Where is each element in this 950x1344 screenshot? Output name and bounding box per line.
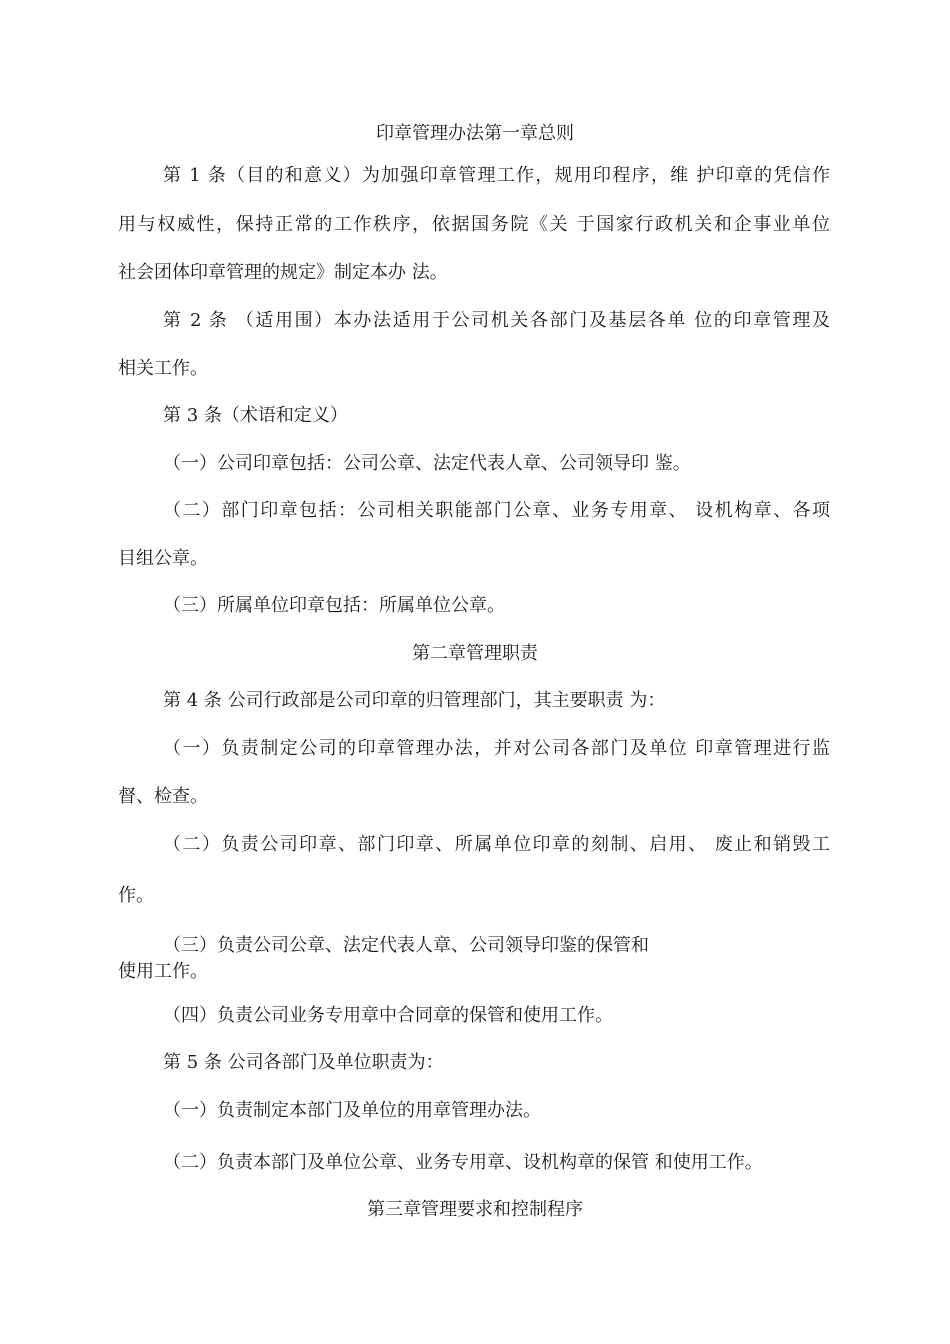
article-1-line-3: 社会团体印章管理的规定》制定本办 法。: [118, 262, 448, 283]
chapter-1-title: 印章管理办法第一章总则: [376, 123, 574, 144]
article-3-item-2-line-2: 目组公章。: [118, 548, 208, 569]
article-2-line-2: 相关工作。: [118, 358, 208, 379]
article-5-title: 第 5 条 公司各部门及单位职责为：: [163, 1052, 444, 1073]
article-3-item-3: （三）所属单位印章包括：所属单位公章。: [163, 595, 505, 616]
article-4-item-4: （四）负责公司业务专用章中合同章的保管和使用工作。: [163, 1005, 613, 1026]
article-3-item-2-line-1: （二）部门印章包括：公司相关职能部门公章、业务专用章、 设机构章、各项: [163, 500, 830, 521]
article-4-item-3-line-2: 使用工作。: [118, 961, 208, 982]
article-4-item-3-line-1: （三）负责公司公章、法定代表人章、公司领导印鉴的保管和: [163, 935, 649, 956]
article-4-item-1-line-1: （一）负责制定公司的印章管理办法，并对公司各部门及单位 印章管理进行监: [163, 738, 830, 759]
article-3-title: 第 3 条（术语和定义）: [163, 405, 348, 426]
article-5-item-2: （二）负责本部门及单位公章、业务专用章、设机构章的保管 和使用工作。: [163, 1152, 763, 1173]
article-4-item-2-line-2: 作。: [118, 885, 154, 906]
article-1-line-2: 用与权威性，保持正常的工作秩序，依据国务院《关 于国家行政机关和企事业单位: [118, 214, 830, 235]
article-4-item-2-line-1: （二）负责公司印章、部门印章、所属单位印章的刻制、启用、 废止和销毁工: [163, 834, 830, 855]
article-3-item-1: （一）公司印章包括：公司公章、法定代表人章、公司领导印 鉴。: [163, 453, 691, 474]
article-4-title: 第 4 条 公司行政部是公司印章的归管理部门，其主要职责 为：: [163, 690, 666, 711]
chapter-3-title: 第三章管理要求和控制程序: [367, 1199, 583, 1220]
article-5-item-1: （一）负责制定本部门及单位的用章管理办法。: [163, 1100, 541, 1121]
article-4-item-1-line-2: 督、检查。: [118, 786, 208, 807]
article-1-line-1: 第 1 条（目的和意义）为加强印章管理工作，规用印程序，维 护印章的凭信作: [163, 165, 830, 186]
article-2-line-1: 第 2 条 （适用围）本办法适用于公司机关各部门及基层各单 位的印章管理及: [163, 310, 830, 331]
chapter-2-title: 第二章管理职责: [412, 643, 538, 664]
